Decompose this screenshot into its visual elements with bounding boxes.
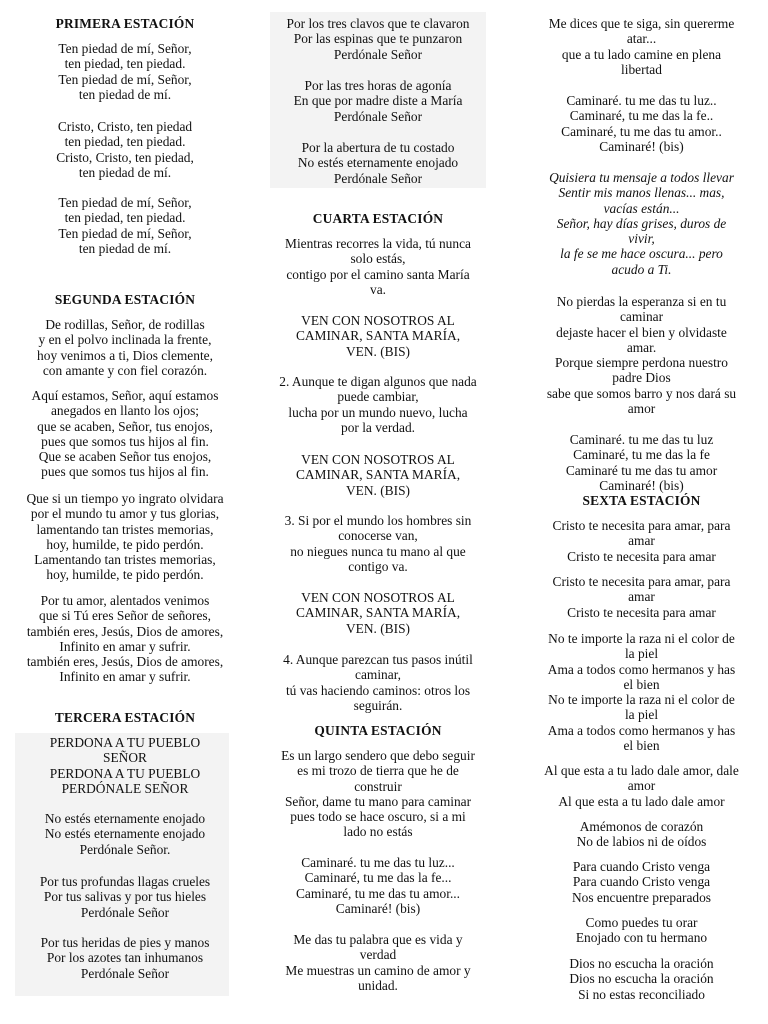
primera-estacion-heading: PRIMERA ESTACIÓN bbox=[55, 16, 195, 31]
primera-stanza-3: Ten piedad de mí, Señor, ten piedad, ten piedad. Ten piedad de mí, Señor, ten piedad de mí. bbox=[58, 195, 192, 256]
quinta-chorus-1: Caminaré. tu me das tu luz... Caminaré, tu me das la fe... Caminaré, tu me das tu amor... Caminaré! (bis) bbox=[296, 855, 460, 916]
sexta-stanza-7: Como puedes tu orar Enojado con tu hermano bbox=[575, 915, 708, 946]
sexta-stanza-5: Amémonos de corazón No de labios ni de oídos bbox=[576, 819, 707, 850]
quinta-stanza-3: Me dices que te siga, sin quererme atar... que a tu lado camine en plena libertad bbox=[548, 16, 735, 77]
cuarta-stanza-3: 3. Si por el mundo los hombres sin conocerse van, no niegues nunca tu mano al que contigo va. bbox=[284, 513, 472, 574]
quinta-estacion-heading: QUINTA ESTACIÓN bbox=[314, 723, 442, 738]
tercera-stanza-4: Por tus heridas de pies y manos Por los azotes tan inhumanos Perdónale Señor bbox=[40, 935, 210, 981]
tercera-stanza-3: Por tus profundas llagas crueles Por tus salivas y por tus hieles Perdónale Señor bbox=[39, 874, 211, 920]
quinta-stanza-1: Es un largo sendero que debo seguir es mi trozo de tierra que he de construir Señor, dame tu mano para caminar pues todo se hace oscuro, si a mi lado no estás bbox=[281, 748, 475, 840]
sexta-stanza-3: No te importe la raza ni el color de la piel Ama a todos como hermanos y has el bien No te importe la raza ni el color de la piel Ama a todos como hermanos y has el bien bbox=[547, 631, 736, 754]
quinta-chorus-3: Caminaré. tu me das tu luz Caminaré, tu me das la fe Caminaré tu me das tu amor Caminaré! (bis) bbox=[565, 432, 718, 493]
segunda-estacion-heading: SEGUNDA ESTACIÓN bbox=[54, 292, 196, 307]
cuarta-stanza-4: 4. Aunque parezcan tus pasos inútil caminar, tú vas haciendo caminos: otros los seguirán. bbox=[283, 652, 473, 713]
cuarta-refrain-1: VEN CON NOSOTROS AL CAMINAR, SANTA MARÍA, VEN. (BIS) bbox=[295, 313, 461, 359]
tercera-stanza-5: Por los tres clavos que te clavaron Por las espinas que te punzaron Perdónale Señor bbox=[286, 16, 470, 62]
segunda-stanza-3: Que si un tiempo yo ingrato olvidara por el mundo tu amor y tus glorias, lamentando tan tristes memorias, hoy, humilde, te pido perdón. Lamentando tan tristes memorias, hoy, humilde, te pido perdón. bbox=[26, 491, 224, 583]
segunda-stanza-2: Aquí estamos, Señor, aquí estamos anegados en llanto los ojos; que se acaben, Señor, tus enojos, pues que somos tus hijos al fin. Que se acaben Señor tus enojos, pues que somos tus hijos al fin. bbox=[31, 388, 219, 480]
cuarta-stanza-2: 2. Aunque te digan algunos que nada puede cambiar, lucha por un mundo nuevo, lucha por la verdad. bbox=[279, 374, 477, 435]
sexta-stanza-2: Cristo te necesita para amar, para amar Cristo te necesita para amar bbox=[552, 574, 731, 620]
sexta-estacion-heading: SEXTA ESTACIÓN bbox=[582, 493, 701, 508]
tercera-stanza-7: Por la abertura de tu costado No estés eternamente enojado Perdónale Señor bbox=[297, 140, 459, 186]
sexta-stanza-8: Dios no escucha la oración Dios no escucha la oración Si no estas reconciliado bbox=[569, 956, 714, 1002]
tercera-estacion-heading: TERCERA ESTACIÓN bbox=[54, 710, 196, 725]
tercera-stanza-6: Por las tres horas de agonía En que por madre diste a María Perdónale Señor bbox=[293, 78, 463, 124]
segunda-stanza-1: De rodillas, Señor, de rodillas y en el polvo inclinada la frente, hoy venimos a ti, Dios clemente, con amante y con fiel corazón. bbox=[37, 317, 213, 378]
quinta-stanza-4-italic: Quisiera tu mensaje a todos llevar Sentir mis manos llenas... mas, vacías están... Señor, hay días grises, duros de vivir, la fe se me hace oscura... pero acudo a Ti. bbox=[549, 170, 734, 277]
cuarta-refrain-3: VEN CON NOSOTROS AL CAMINAR, SANTA MARÍA, VEN. (BIS) bbox=[295, 590, 461, 636]
quinta-chorus-2: Caminaré. tu me das tu luz.. Caminaré, tu me das la fe.. Caminaré, tu me das tu amor.. Caminaré! (bis) bbox=[561, 93, 722, 154]
cuarta-estacion-heading: CUARTA ESTACIÓN bbox=[312, 211, 444, 226]
tercera-stanza-2: No estés eternamente enojado No estés eternamente enojado Perdónale Señor. bbox=[44, 811, 206, 857]
tercera-refrain: PERDONA A TU PUEBLO SEÑOR PERDONA A TU PUEBLO PERDÓNALE SEÑOR bbox=[49, 735, 201, 796]
sexta-stanza-4: Al que esta a tu lado dale amor, dale amor Al que esta a tu lado dale amor bbox=[544, 763, 739, 809]
primera-stanza-1: Ten piedad de mí, Señor, ten piedad, ten piedad. Ten piedad de mí, Señor, ten piedad de mí. bbox=[58, 41, 192, 102]
sexta-stanza-6: Para cuando Cristo venga Para cuando Cristo venga Nos encuentre preparados bbox=[571, 859, 712, 905]
segunda-stanza-4: Por tu amor, alentados venimos que si Tú eres Señor de señores, también eres, Jesús, Dios de amores, Infinito en amar y sufrir. también eres, Jesús, Dios de amores, Infinito en amar y sufrir. bbox=[26, 593, 224, 685]
cuarta-refrain-2: VEN CON NOSOTROS AL CAMINAR, SANTA MARÍA, VEN. (BIS) bbox=[295, 452, 461, 498]
quinta-stanza-5: No pierdas la esperanza si en tu caminar dejaste hacer el bien y olvidaste amar. Porque siempre perdona nuestro padre Dios sabe que somos barro y nos dará su amor bbox=[546, 294, 737, 417]
cuarta-stanza-1: Mientras recorres la vida, tú nunca solo estás, contigo por el camino santa María va. bbox=[285, 236, 471, 297]
sexta-stanza-1: Cristo te necesita para amar, para amar Cristo te necesita para amar bbox=[552, 518, 731, 564]
primera-stanza-2: Cristo, Cristo, ten piedad ten piedad, ten piedad. Cristo, Cristo, ten piedad, ten piedad de mí. bbox=[56, 119, 194, 180]
quinta-stanza-2: Me das tu palabra que es vida y verdad Me muestras un camino de amor y unidad. bbox=[285, 932, 471, 993]
